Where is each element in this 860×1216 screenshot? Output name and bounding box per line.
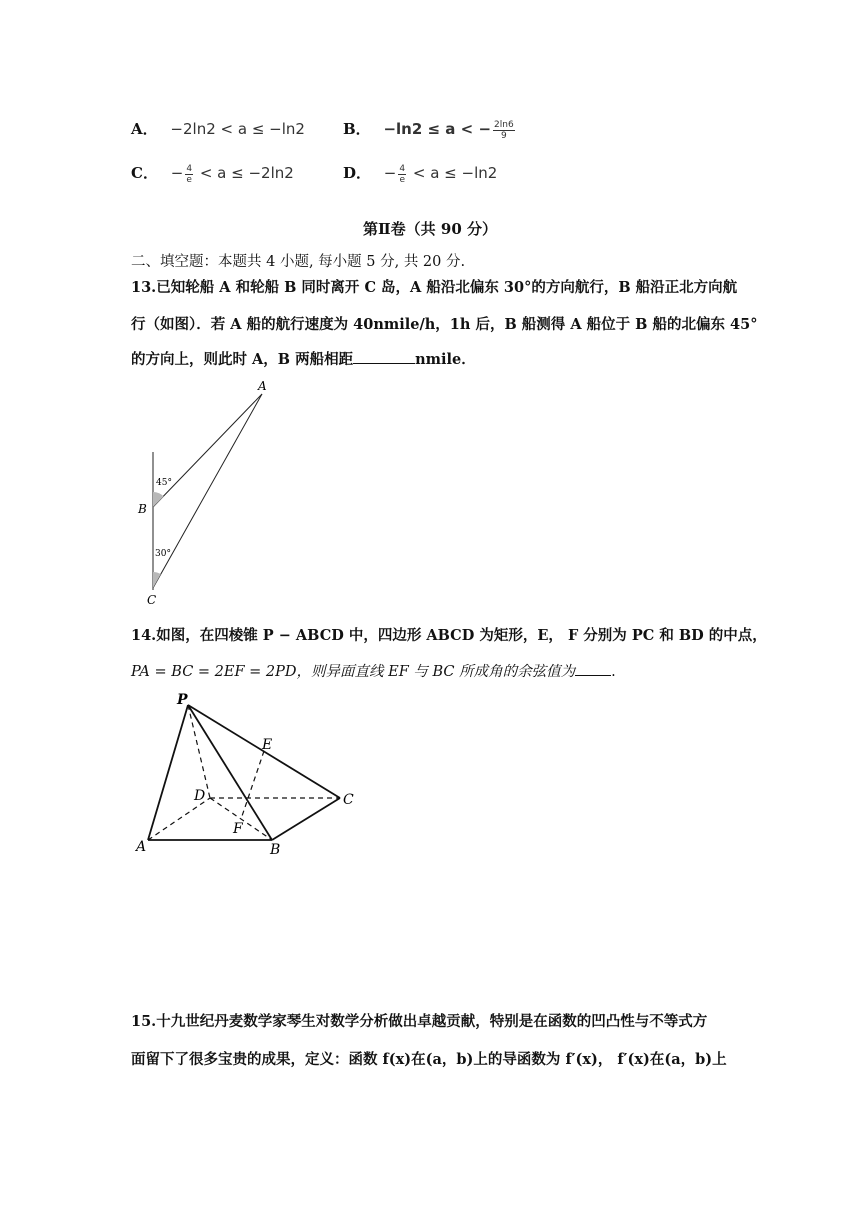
label-a: A <box>136 839 147 855</box>
q14-line-1: 14.如图，在四棱锥 P − ABCD 中，四边形 ABCD 为矩形，E， F 分别为 PC 和 BD 的中点， <box>131 627 767 644</box>
section-heading: 第Ⅱ卷（共 90 分） <box>363 220 497 238</box>
q14-figure <box>130 688 370 860</box>
q13-line-3: 的方向上，则此时 A，B 两船相距 nmile． <box>131 351 476 368</box>
option-b <box>343 118 517 141</box>
angle-30-label: 30° <box>155 549 171 559</box>
section-intro: 二、填空题：本题共 4 小题, 每小题 5 分, 共 20 分. <box>131 254 466 270</box>
option-a <box>131 118 305 139</box>
option-expression: < a ≤ −2ln2 <box>199 164 294 182</box>
option-label: B． <box>343 120 371 138</box>
angle-45-marker <box>153 492 164 507</box>
q15-line-1: 15.十九世纪丹麦数学家琴生对数学分析做出卓越贡献，特别是在函数的凹凸性与不等式方 <box>131 1013 708 1030</box>
answer-blank <box>353 363 415 364</box>
option-label: A． <box>131 120 158 138</box>
option-fraction: $\frac{2\ln 6}{9}$ <box>494 119 514 141</box>
label-c: C <box>147 593 157 607</box>
edge-bc <box>272 798 340 840</box>
q13-line-1: 13.已知轮船 A 和轮船 B 同时离开 C 岛，A 船沿北偏东 30°的方向航行，B 船沿正北方向航 <box>131 279 738 296</box>
label-f: F <box>233 821 243 837</box>
option-label: D． <box>343 164 372 182</box>
label-p: P <box>177 692 188 708</box>
label-b: B <box>138 502 147 516</box>
q15-line-2: 面留下了很多宝贵的成果，定义：函数 f(x)在(a，b)上的导函数为 f′(x)， f′(x)在(a，b)上 <box>131 1051 727 1068</box>
option-fraction: $\frac{4}{e}$ <box>186 163 193 185</box>
q13-line-2: 行（如图）．若 A 船的航行速度为 40nmile/h，1h 后，B 船测得 A 船位于 B 船的北偏东 45° <box>131 316 758 333</box>
option-c: C． − $\frac{4}{e}$ < a ≤ −2ln2 <box>131 163 294 185</box>
label-c: C <box>343 792 354 808</box>
label-b: B <box>270 842 281 858</box>
edge-pb <box>188 705 272 840</box>
label-a: A <box>258 379 267 393</box>
angle-45-label: 45° <box>156 478 172 488</box>
option-d: D． − $\frac{4}{e}$ < a ≤ −ln2 <box>343 163 498 185</box>
option-label: C． <box>131 164 158 182</box>
option-expression: −ln2 ≤ a < − <box>383 120 492 138</box>
label-e: E <box>262 737 273 753</box>
option-expression: −2ln2 < a ≤ −ln2 <box>170 120 305 138</box>
option-expression: < a ≤ −ln2 <box>412 164 498 182</box>
label-d: D <box>194 788 206 804</box>
q13-figure <box>130 374 290 610</box>
edge-pd <box>188 705 210 798</box>
angle-30-marker <box>153 572 161 588</box>
edge-pa <box>148 705 188 840</box>
edge-ad <box>148 798 210 840</box>
option-fraction: $\frac{4}{e}$ <box>399 163 406 185</box>
answer-blank <box>575 675 611 676</box>
q14-line-2: PA = BC = 2EF = 2PD，则异面直线 EF 与 BC 所成角的余弦值为 . <box>131 664 616 680</box>
